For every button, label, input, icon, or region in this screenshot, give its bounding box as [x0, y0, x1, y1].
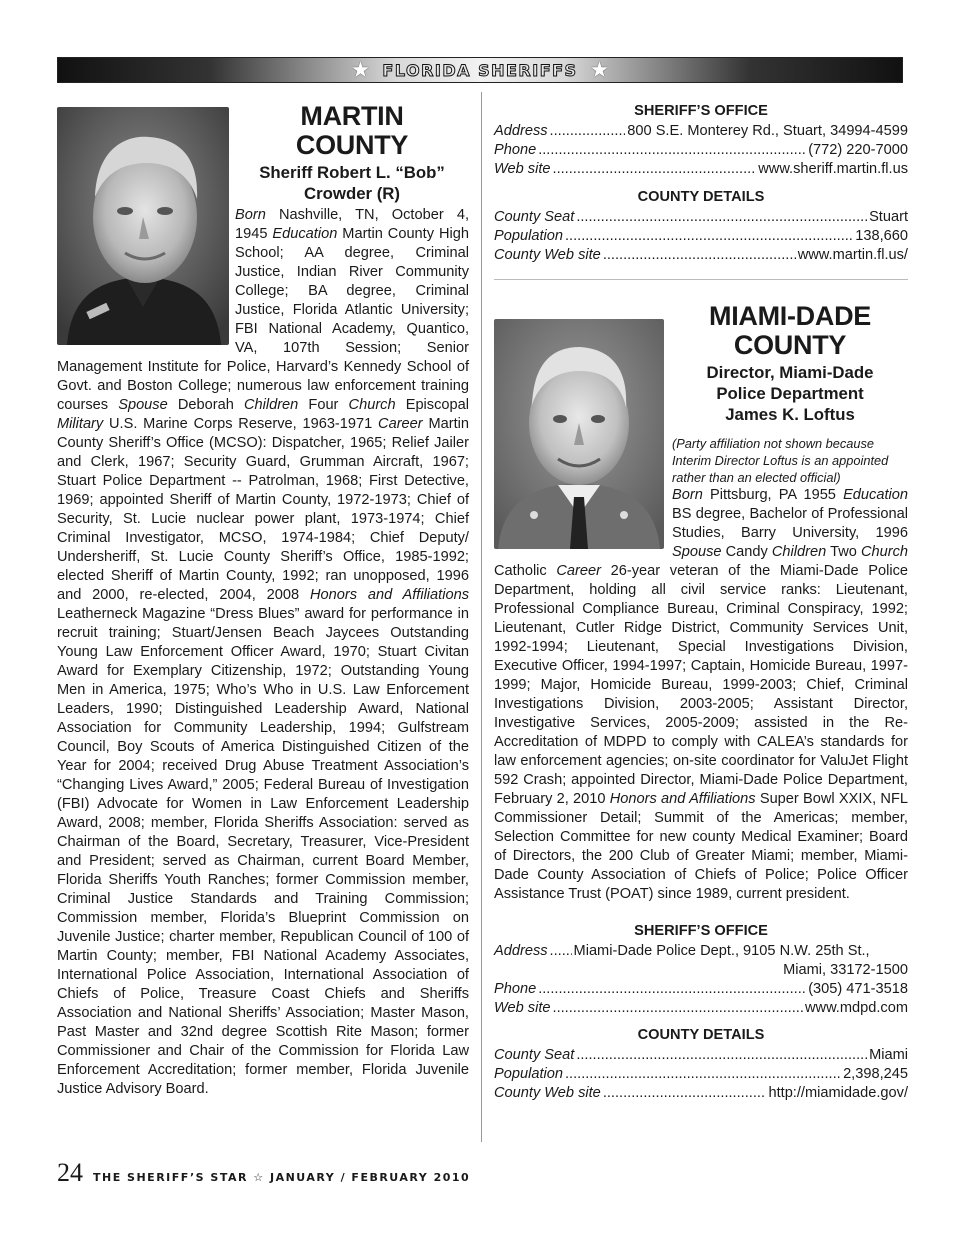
sheriff-name-line: Crowder (R) [303, 184, 401, 203]
director-biography: Born Pittsburg, PA 1955 Education BS degree, Bachelor of Professional Studies, Barry University, 1996 Spouse Candy Children Two Church Catholic Career 26-year veteran of the Miami-Dade Police Department, holding all civil service ranks: Lieutenant, Professional Compliance Bureau, Criminal Conspiracy, 1992; Lieutenant, Cutler Ridge District, Community Services Unit, 1992-1994; Lieutenant, Special Investigations Division, Executive Officer, 1994-1997; Captain, Homicide Bureau, 1997-1999; Major, Homicide Bureau, 1999-2003; Chief, Criminal Investigations Division, 2003-2005; Assistant Director, Investigative Services, 2005-2009; assisted in the Re-Accreditation of MDPD to comply with CALEA’s standards for law enforcement agencies; on-site coordinator for ValuJet Flight 592 Crash; appointed Director, Miami-Dade Police Department, February 2, 2010 Honors and Affiliations Super Bowl XXIX, NFL Commissioner Detail; Summit of the Americas; member, Selection Committee for new county Medical Examiner; Board of Directors, the 200 Club of Greater Miami; member, Miami-Dade County Association of Chiefs of Police; Police Officer Assistance Trust (POAT) since 1989, current president. [494, 487, 908, 902]
sheriff-crowder-photo [57, 107, 229, 345]
director-name-line: Director, Miami-Dade [706, 363, 874, 382]
leader-dots [565, 1065, 841, 1084]
row-label: County Seat [494, 209, 575, 225]
sheriff-name-line: Sheriff Robert L. “Bob” [259, 163, 445, 182]
page-number: 24 [57, 1158, 83, 1187]
row-label: County Seat [494, 1047, 575, 1063]
leader-dots [538, 980, 806, 999]
row-value: Stuart [869, 209, 908, 225]
row-value: Miami [869, 1047, 908, 1063]
party-affiliation-note: (Party affiliation not shown because Interim Director Loftus is an appointed rather than an elected official) [672, 436, 889, 485]
sheriff-biography: Born Nashville, TN, October 4, 1945 Education Martin County High School; AA degree, Criminal Justice, Indian River Community College; BA degree, Criminal Justice, Florida Atlantic University; FBI National Academy, Quantico, VA, 107th Session; Senior Management Institute for Police, Harvard’s Kennedy School of Govt. and Boston College; numerous law enforcement training courses Spouse Deborah Children Four Church Episcopal Military U.S. Marine Corps Reserve, 1963-1971 Career Martin County Sheriff’s Office (MCSO): Dispatcher, 1965; Relief Jailer and Clerk, 1967; Security Guard, Grumman Aircraft, 1967; Stuart Police Department -- Patrolman, 1968; First Detective, 1969; appointed Sheriff of Martin County, 1972-1973; Chief of Security, St. Lucie nuclear power plant, 1973-1974; Chief Criminal Investigator, MCSO, 1974-1984; Chief Deputy/ Undersheriff, St. Lucie County Sheriff’s Office, 1985-1992; elected Sheriff of Martin County, 1992; ran unopposed, 1996 and 2000, re-elected, 2004, 2008 Honors and Affiliations Leatherneck Magazine “Dress Blues” award for performance in recruit training; Stuart/Jensen Beach Jaycees Outstanding Young Law Enforcement Officer Award, 1970; Stuart Civitan Award for Exemplary Citizenship, 1972; Outstanding Young Men in America, 1975; Who’s Who in U.S. Law Enforcement Leaders, 1990; Distinguished Leadership Award, National Association for Community Leadership, 1994; Gulfstream Council, Boy Scouts of America Distinguished Citizen of the Year for 2004; received Drug Abuse Treatment Association’s “Changing Lives Award,” 2005; Federal Bureau of Investigation (FBI) Advocate for Women in Law Enforcement Leadership Award, 2008; member, Florida Sheriffs Association: served as Chairman of the Board, Secretary, Treasurer, Vice-President and President; served as Chairman, current Board Member, Florida Sheriffs Youth Ranches; former Commission member, Criminal Justice Standards and Training Commission; Commission member, Florida’s Blueprint Commission on Juvenile Justice; charter member, Republican Council of 100 of Martin County; member, FBI National Academy Associates, International Police Association, International Association of Chiefs of Police, Treasure Coast Chiefs and Sheriffs Association and National Sheriffs’ Association; Master Mason, Past Master and 32nd degree Scottish Rite Mason; former Commissioner and Chair of the Commission for Florida Law Enforcement Accreditation; former member, Florida Juvenile Justice Advisory Board. [57, 207, 469, 1097]
population-row [494, 227, 908, 246]
row-label: Phone [494, 981, 537, 997]
row-value: Miami-Dade Police Dept., 9105 N.W. 25th St., [573, 943, 870, 959]
leader-dots [603, 246, 796, 265]
row-label: Address [494, 943, 548, 959]
miami-dade-section [494, 302, 908, 1103]
county-heading-line: MIAMI-DADE [709, 301, 871, 331]
field-label: Spouse [118, 397, 168, 413]
row-value: www.sheriff.martin.fl.us [758, 161, 908, 177]
leader-dots [576, 1046, 867, 1065]
row-value: http://miamidade.gov/ [768, 1085, 908, 1101]
phone-row [494, 141, 908, 160]
field-label: Church [348, 397, 396, 413]
county-heading-line: COUNTY [295, 130, 409, 160]
county-website-row [494, 246, 908, 265]
right-column [494, 92, 908, 1103]
office-heading: SHERIFF’S OFFICE [634, 923, 768, 939]
row-label: Population [494, 1066, 563, 1082]
leader-dots [603, 1084, 767, 1103]
field-label: Honors and Affiliations [609, 791, 756, 807]
field-label: Military [57, 416, 104, 432]
leader-dots [576, 208, 867, 227]
county-details-heading: COUNTY DETAILS [637, 189, 765, 205]
field-label: Education [272, 226, 338, 242]
population-row [494, 1065, 908, 1084]
website-row [494, 160, 908, 179]
leader-dots [565, 227, 853, 246]
address-row [494, 122, 908, 141]
county-heading-line: MARTIN [300, 101, 404, 131]
section-rule [494, 279, 908, 280]
row-value: www.martin.fl.us/ [797, 247, 908, 263]
section-title: FLORIDA SHERIFFS [382, 60, 578, 80]
field-label: Education [843, 487, 908, 503]
page-footer [57, 1158, 470, 1188]
field-label: Born [235, 207, 266, 223]
miami-county-details [494, 1046, 908, 1103]
row-value: (772) 220-7000 [808, 142, 908, 158]
website-row [494, 999, 908, 1018]
field-label: Children [771, 544, 827, 560]
section-banner [57, 57, 903, 83]
county-details-heading: COUNTY DETAILS [637, 1027, 765, 1043]
martin-office-details [494, 122, 908, 179]
row-label: Address [494, 123, 548, 139]
column-divider [481, 92, 482, 1142]
publication-line: THE SHERIFF’S STAR ☆ JANUARY / FEBRUARY 2010 [93, 1171, 471, 1184]
field-label: Career [556, 563, 601, 579]
county-website-row [494, 1084, 908, 1103]
county-seat-row [494, 1046, 908, 1065]
field-label: Spouse [672, 544, 722, 560]
director-name-line: James K. Loftus [725, 405, 855, 424]
martin-county-column [57, 92, 469, 1099]
star-icon: ★ [350, 57, 371, 82]
row-label: Web site [494, 1000, 551, 1016]
leader-dots [550, 942, 572, 961]
row-label: County Web site [494, 1085, 601, 1101]
director-name-line: Police Department [716, 384, 864, 403]
field-label: Career [378, 416, 423, 432]
row-value: 800 S.E. Monterey Rd., Stuart, 34994-4599 [627, 123, 908, 139]
miami-office-details [494, 942, 908, 1018]
field-label: Born [672, 487, 703, 503]
field-label: Children [243, 397, 299, 413]
county-heading-line: COUNTY [733, 330, 847, 360]
row-label: County Web site [494, 247, 601, 263]
address-row [494, 942, 908, 961]
leader-dots [538, 141, 806, 160]
row-value: 2,398,245 [843, 1066, 908, 1082]
martin-county-details [494, 208, 908, 265]
field-label: Church [860, 544, 908, 560]
row-label: Web site [494, 161, 551, 177]
leader-dots [553, 999, 803, 1018]
row-label: Population [494, 228, 563, 244]
row-label: Phone [494, 142, 537, 158]
phone-row [494, 980, 908, 999]
row-value: 138,660 [855, 228, 908, 244]
row-value: www.mdpd.com [805, 1000, 908, 1016]
address-line-2: Miami, 33172-1500 [783, 962, 908, 978]
director-loftus-photo [494, 319, 664, 549]
row-value: (305) 471-3518 [808, 981, 908, 997]
star-icon: ★ [589, 57, 610, 82]
leader-dots [550, 122, 626, 141]
county-seat-row [494, 208, 908, 227]
office-heading: SHERIFF’S OFFICE [634, 103, 768, 119]
field-label: Honors and Affiliations [309, 587, 469, 603]
leader-dots [553, 160, 757, 179]
